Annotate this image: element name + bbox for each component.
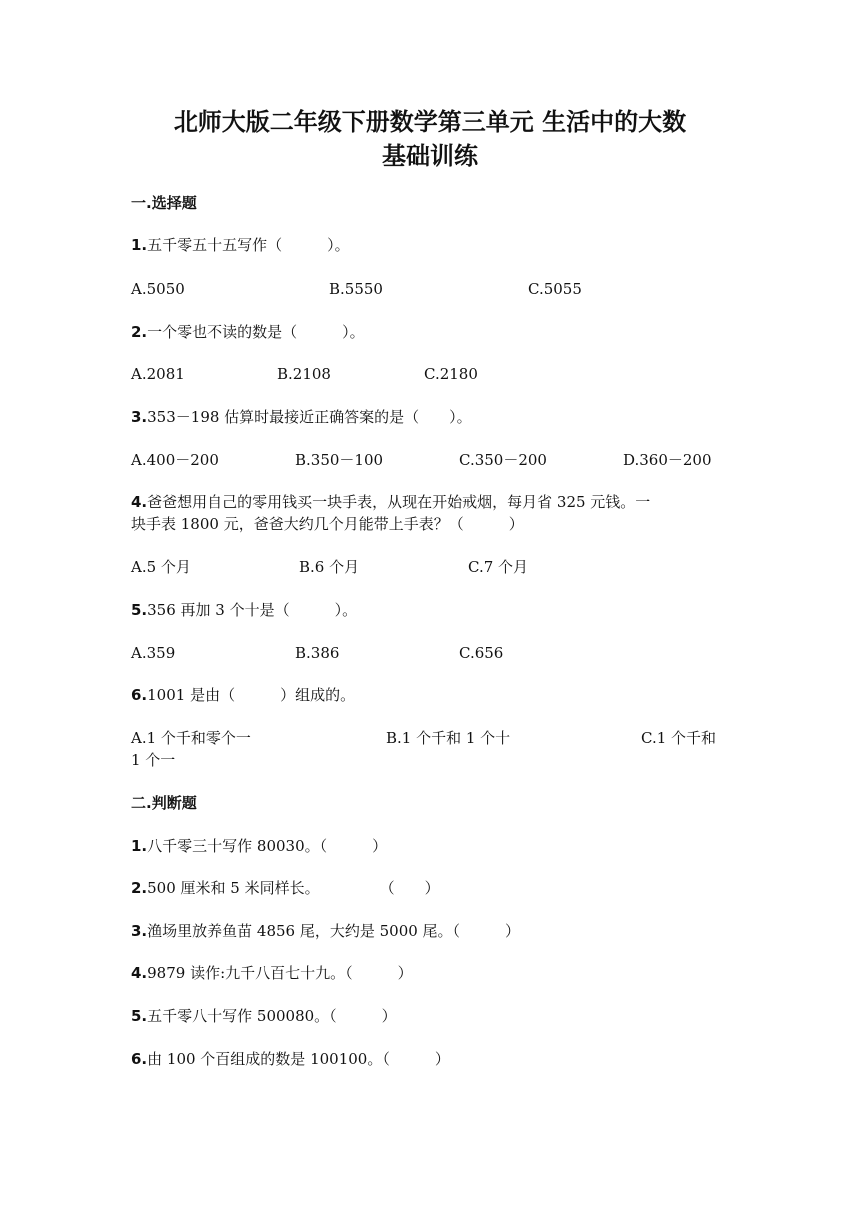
choice-question-6 bbox=[131, 684, 355, 706]
question-number: 4. bbox=[131, 964, 148, 982]
option-a: A.359 bbox=[131, 644, 176, 662]
judgement-question-2 bbox=[131, 877, 440, 899]
choice-question-2 bbox=[131, 321, 365, 343]
question-number: 6. bbox=[131, 686, 148, 704]
option-c: C.7 个月 bbox=[468, 558, 529, 576]
question-number: 2. bbox=[131, 323, 148, 341]
page-subtitle: 基础训练 bbox=[382, 142, 478, 170]
option-b: B.386 bbox=[295, 644, 340, 662]
judgement-question-1 bbox=[131, 835, 387, 857]
option-a: A.5 个月 bbox=[131, 558, 191, 576]
question-number: 4. bbox=[131, 493, 148, 511]
option-a: A.2081 bbox=[131, 365, 185, 383]
option-a: A.1 个千和零个一 bbox=[131, 729, 251, 747]
option-a: A.400－200 bbox=[131, 451, 219, 469]
question-text: 9879 读作:九千八百七十九。（ ） bbox=[147, 964, 413, 982]
question-number: 1. bbox=[131, 236, 148, 254]
option-b: B.6 个月 bbox=[299, 558, 360, 576]
question-text: 356 再加 3 个十是（ ）。 bbox=[147, 601, 358, 619]
option-b: B.350－100 bbox=[295, 451, 384, 469]
choice-question-4 bbox=[131, 491, 650, 513]
judgement-question-5 bbox=[131, 1005, 397, 1027]
question-text-continued: 块手表 1800 元，爸爸大约几个月能带上手表？（ ） bbox=[131, 515, 524, 533]
option-b: B.1 个千和 1 个十 bbox=[386, 729, 511, 747]
option-d: D.360－200 bbox=[623, 451, 712, 469]
section-heading-choice: 一.选择题 bbox=[131, 194, 197, 212]
section-heading-judgement: 二.判断题 bbox=[131, 794, 197, 812]
question-text: 渔场里放养鱼苗 4856 尾，大约是 5000 尾。（ ） bbox=[147, 922, 521, 940]
page-title: 北师大版二年级下册数学第三单元 生活中的大数 bbox=[173, 108, 687, 136]
question-number: 6. bbox=[131, 1050, 148, 1068]
option-c: C.656 bbox=[459, 644, 504, 662]
judgement-question-3 bbox=[131, 920, 520, 942]
option-b: B.2108 bbox=[277, 365, 331, 383]
option-c: C.5055 bbox=[528, 280, 582, 298]
question-text: 1001 是由（ ）组成的。 bbox=[147, 686, 356, 704]
choice-question-5 bbox=[131, 599, 357, 621]
question-text: 爸爸想用自己的零用钱买一块手表，从现在开始戒烟，每月省 325 元钱。一 bbox=[147, 493, 651, 511]
choice-question-1 bbox=[131, 234, 350, 256]
option-c: C.2180 bbox=[424, 365, 478, 383]
question-text: 一个零也不读的数是（ ）。 bbox=[147, 323, 365, 341]
question-text: 500 厘米和 5 米同样长。 （ ） bbox=[147, 879, 440, 897]
option-b: B.5550 bbox=[329, 280, 383, 298]
option-c: C.1 个千和 bbox=[641, 729, 717, 747]
question-text: 八千零三十写作 80030。（ ） bbox=[147, 837, 388, 855]
judgement-question-4 bbox=[131, 962, 413, 984]
question-text: 五千零八十写作 500080。（ ） bbox=[147, 1007, 397, 1025]
question-number: 1. bbox=[131, 837, 148, 855]
question-number: 5. bbox=[131, 1007, 148, 1025]
judgement-question-6 bbox=[131, 1048, 450, 1070]
question-number: 2. bbox=[131, 879, 148, 897]
option-a: A.5050 bbox=[131, 280, 185, 298]
question-text: 由 100 个百组成的数是 100100。（ ） bbox=[147, 1050, 450, 1068]
question-text: 五千零五十五写作（ ）。 bbox=[147, 236, 350, 254]
question-number: 3. bbox=[131, 408, 148, 426]
choice-question-3 bbox=[131, 406, 472, 428]
question-text: 353－198 估算时最接近正确答案的是（ ）。 bbox=[147, 408, 472, 426]
option-c-continued: 1 个一 bbox=[131, 751, 176, 769]
question-number: 5. bbox=[131, 601, 148, 619]
question-number: 3. bbox=[131, 922, 148, 940]
option-c: C.350－200 bbox=[459, 451, 547, 469]
